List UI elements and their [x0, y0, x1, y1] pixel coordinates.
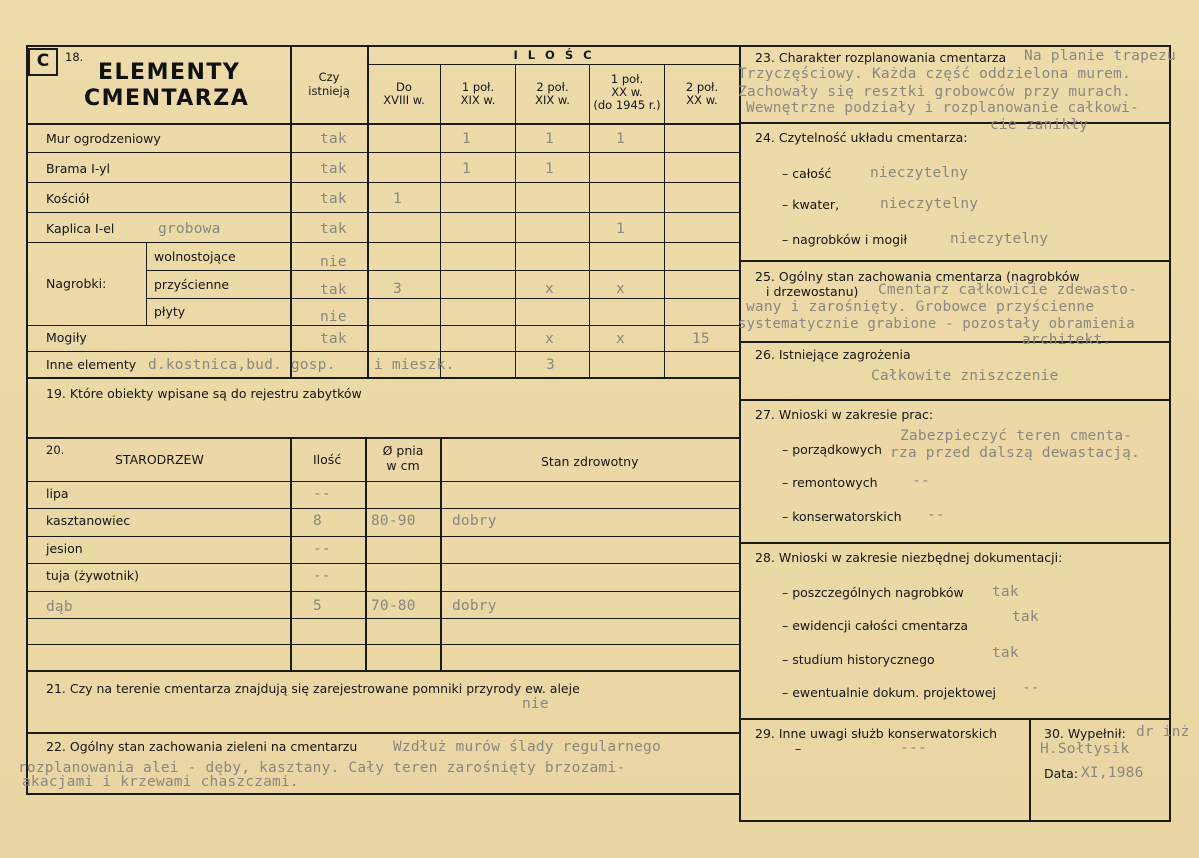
docs-item-label: – ewidencji całości cmentarza — [782, 618, 969, 633]
s18-row-line — [26, 325, 740, 326]
s21-answer: nie — [522, 696, 549, 712]
period-header-line1: 1 poł. — [610, 72, 644, 86]
s20-bottom — [26, 670, 740, 672]
s23-line4: Wewnętrzne podziały i rozplanowanie całkowi- — [746, 100, 1139, 116]
nagrobki-exists: nie — [320, 309, 347, 325]
period-header-line2: XVIII w. — [383, 93, 425, 107]
s21-bottom — [26, 732, 740, 734]
tree-name: kasztanowiec — [46, 513, 131, 528]
element-row-value: 1 — [545, 161, 554, 177]
nagrobki-exists: tak — [320, 282, 347, 298]
tree-count: -- — [313, 486, 331, 502]
s20-number: 20. — [46, 443, 65, 457]
s20-row-line — [26, 644, 740, 645]
period-header-line1: 1 poł. — [461, 80, 495, 94]
tree-name: tuja (żywotnik) — [46, 568, 140, 583]
s19-label: 19. Które obiekty wpisane są do rejestru zabytków — [46, 386, 362, 401]
s18-number: 18. — [65, 50, 84, 64]
s18-row-line — [146, 270, 740, 271]
docs-item-label: – ewentualnie dokum. projektowej — [782, 685, 997, 700]
inne-value: 3 — [546, 357, 555, 373]
s25-line4: architekt. — [1022, 332, 1112, 348]
s27-label: 27. Wnioski w zakresie prac: — [755, 407, 934, 422]
s20-vline-1 — [290, 437, 292, 670]
s20-row-line — [26, 563, 740, 564]
nagrobki-type-label: płyty — [154, 304, 186, 319]
s26-label: 26. Istniejące zagrożenia — [755, 347, 911, 362]
s18-vline-6 — [664, 64, 665, 378]
element-row-label: Kaplica I-el — [46, 221, 115, 236]
period-header-line3: (do 1945 r.) — [593, 98, 661, 112]
tree-health: dobry — [452, 598, 497, 614]
s26-bottom — [740, 399, 1170, 401]
s20-header: STARODRZEW — [115, 452, 204, 467]
s22-label: 22. Ogólny stan zachowania zieleni na cmentarzu — [46, 739, 358, 754]
s30-name2: H.Sołtysik — [1040, 741, 1130, 757]
tree-health: dobry — [452, 513, 497, 529]
element-row-value: 1 — [616, 221, 625, 237]
period-header-line1: Do — [396, 80, 412, 94]
nagrobki-value: 3 — [393, 281, 402, 297]
s30-date: XI,1986 — [1081, 765, 1144, 781]
readability-item-label: – nagrobków i mogił — [782, 232, 908, 247]
s23-line2: Trzyczęściowy. Każda część oddzielona murem. — [738, 66, 1131, 82]
s27-bottom — [740, 542, 1170, 544]
nagrobki-value: x — [545, 281, 554, 297]
s23-bottom — [740, 122, 1170, 124]
tree-diameter: 80-90 — [371, 513, 416, 529]
s20-col-count: Ilość — [313, 452, 342, 467]
s18-vline-4 — [515, 64, 516, 378]
element-row-value: 1 — [616, 131, 625, 147]
s20-row-line — [26, 618, 740, 619]
s25-line1: Cmentarz całkowicie zdewasto- — [878, 282, 1137, 298]
s29-label: 29. Inne uwagi służb konserwatorskich — [755, 726, 997, 741]
element-row-exists: tak — [320, 191, 347, 207]
s18-row-line — [26, 212, 740, 213]
s25-label1: 25. Ogólny stan zachowania cmentarza (nagrobków — [755, 269, 1080, 284]
tree-name: dąb — [46, 599, 73, 615]
element-row-value: 1 — [462, 161, 471, 177]
s18-title-line1: ELEMENTY — [98, 60, 241, 85]
nagrobki-exists: nie — [320, 254, 347, 270]
s18-nagrobki-vline — [146, 243, 147, 325]
s22-line3: akacjami i krzewami chaszczami. — [22, 774, 299, 790]
center-divider — [739, 45, 741, 822]
nagrobki-type-label: przyścienne — [154, 277, 230, 292]
period-header-line1: 2 poł. — [536, 80, 569, 94]
docs-item-value: tak — [1012, 609, 1039, 625]
s30-date-label: Data: — [1044, 766, 1079, 781]
docs-item-value: tak — [992, 584, 1019, 600]
s20-header-bottom — [26, 481, 740, 482]
mogily-value: x — [616, 331, 625, 347]
s20-col-diam-l2: w cm — [386, 458, 420, 473]
s25-line2: wany i zarośnięty. Grobowce przyścienne — [746, 299, 1095, 315]
frame-bottom-right — [740, 820, 1171, 822]
s23-line1: Na planie trapezu — [1024, 48, 1176, 64]
s20-row-line — [26, 591, 740, 592]
s18-row-line — [26, 242, 740, 243]
tree-count: -- — [313, 568, 331, 584]
element-row-label: Mur ogrodzeniowy — [46, 131, 161, 146]
s24-label: 24. Czytelność układu cmentarza: — [755, 130, 968, 145]
period-header-line2: XIX w. — [460, 93, 496, 107]
readability-item-value: nieczytelny — [870, 165, 969, 181]
readability-item-value: nieczytelny — [880, 196, 979, 212]
element-row-exists: tak — [320, 221, 347, 237]
s30-name1: dr inż — [1136, 724, 1190, 740]
s29-s30-divider — [1029, 718, 1031, 821]
works-item-value: Zabezpieczyć teren cmenta- — [900, 428, 1133, 444]
frame-left — [26, 45, 28, 795]
s18-bottom — [26, 377, 740, 379]
s21-label: 21. Czy na terenie cmentarza znajdują się zarejestrowane pomniki przyrody ew. aleje — [46, 681, 580, 696]
tree-name: jesion — [46, 541, 83, 556]
element-row-label: Brama I-yl — [46, 161, 111, 176]
mogily-value: x — [545, 331, 554, 347]
s23-line3: Zachowały się resztki grobowców przy murach. — [738, 84, 1131, 100]
s22-line1: Wzdłuż murów ślady regularnego — [393, 739, 661, 755]
docs-item-value: -- — [1022, 680, 1040, 696]
works-item-value2: rza przed dalszą dewastacją. — [890, 445, 1141, 461]
s20-row-line — [26, 536, 740, 537]
corner-letter-box: C — [28, 48, 58, 76]
nagrobki-value: x — [616, 281, 625, 297]
works-item-label: – konserwatorskich — [782, 509, 902, 524]
s20-col-health: Stan zdrowotny — [541, 454, 639, 469]
element-row-exists: tak — [320, 161, 347, 177]
frame-bottom-left — [26, 793, 740, 795]
works-item-label: – porządkowych — [782, 442, 882, 457]
tree-count: 8 — [313, 513, 322, 529]
s29-dash: – — [795, 741, 802, 756]
col-exists-header: Czy istnieją — [308, 70, 350, 98]
s29-value: --- — [900, 740, 927, 756]
s25-line3: systematycznie grabione - pozostały obramienia — [738, 316, 1135, 332]
s18-vline-3 — [440, 64, 441, 378]
inne-label: Inne elementy — [46, 357, 137, 372]
s19-bottom — [26, 437, 740, 439]
s20-vline-3 — [440, 437, 442, 670]
s18-row-line — [146, 298, 740, 299]
element-row-label: Kościół — [46, 191, 90, 206]
inne-typed-b: i mieszk. — [374, 357, 455, 373]
element-row-exists: tak — [320, 131, 347, 147]
period-header-line1: 2 poł. — [685, 80, 719, 94]
ilosc-header: I L O Ś C — [513, 48, 595, 62]
s18-row-line — [26, 351, 740, 352]
s23-line5: cie zanikły — [990, 117, 1089, 133]
s18-row-line — [26, 152, 740, 153]
s18-header-bottom — [26, 123, 740, 125]
readability-item-label: – kwater, — [782, 197, 840, 212]
s18-ilosc-bottom — [367, 64, 740, 65]
s30-label: 30. Wypełnił: — [1044, 726, 1126, 741]
period-header-line2: XIX w. — [535, 93, 570, 107]
tree-name: lipa — [46, 486, 69, 501]
s20-col-diam-l1: Ø pnia — [382, 443, 424, 458]
s26-value: Całkowite zniszczenie — [871, 368, 1059, 384]
docs-item-value: tak — [992, 645, 1019, 661]
frame-right — [1169, 45, 1171, 822]
element-row-value: 1 — [393, 191, 402, 207]
s20-row-line — [26, 508, 740, 509]
nagrobki-type-label: wolnostojące — [154, 249, 236, 264]
s22-line2: rozplanowania alei - dęby, kasztany. Cały teren zarośnięty brzozami- — [18, 760, 626, 776]
mogily-value: 15 — [692, 331, 710, 347]
s18-title-line2: CMENTARZA — [84, 86, 250, 111]
tree-count: -- — [313, 541, 331, 557]
s28-bottom — [740, 718, 1170, 720]
mogily-label: Mogiły — [46, 330, 87, 345]
period-header-line2: XX w. — [611, 85, 643, 99]
readability-item-label: – całość — [782, 166, 832, 181]
docs-item-label: – poszczególnych nagrobków — [782, 585, 964, 600]
works-item-value: -- — [927, 507, 945, 523]
readability-item-value: nieczytelny — [950, 231, 1049, 247]
works-item-label: – remontowych — [782, 475, 878, 490]
tree-count: 5 — [313, 598, 322, 614]
mogily-exists: tak — [320, 331, 347, 347]
inne-typed-a: d.kostnica,bud. gosp. — [148, 357, 336, 373]
docs-item-label: – studium historycznego — [782, 652, 935, 667]
element-row-extra: grobowa — [158, 221, 221, 237]
s18-row-line — [26, 182, 740, 183]
element-row-value: 1 — [462, 131, 471, 147]
tree-diameter: 70-80 — [371, 598, 416, 614]
period-header-line2: XX w. — [686, 93, 718, 107]
s23-label: 23. Charakter rozplanowania cmentarza — [755, 50, 1007, 65]
s25-label2: i drzewostanu) — [766, 284, 859, 299]
nagrobki-label: Nagrobki: — [46, 276, 107, 291]
frame-top — [26, 45, 1171, 47]
s28-label: 28. Wnioski w zakresie niezbędnej dokumentacji: — [755, 550, 1063, 565]
element-row-value: 1 — [545, 131, 554, 147]
works-item-value: -- — [912, 473, 930, 489]
s24-bottom — [740, 260, 1170, 262]
